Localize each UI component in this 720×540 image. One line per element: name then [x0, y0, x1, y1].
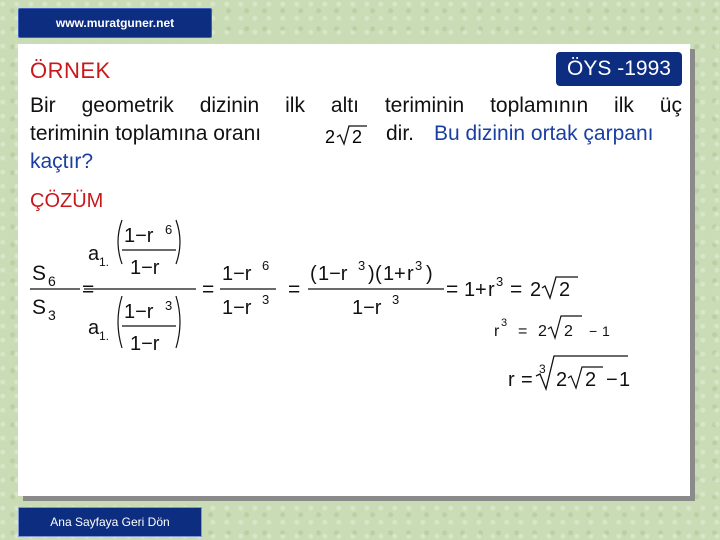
equals-sign: = [510, 278, 523, 301]
problem-word: teriminin [384, 94, 465, 117]
one-minus-r: 1−r [124, 301, 154, 323]
site-url-badge: www.muratguner.net [18, 8, 212, 38]
left-paren: ( [375, 263, 382, 285]
one: 1 [602, 323, 610, 339]
problem-line-3: kaçtır? [30, 150, 94, 173]
problem-word: ilk [285, 94, 305, 117]
one-minus-r: 1−r [130, 333, 160, 355]
problem-line2-mid: dir. [386, 122, 415, 145]
problem-word: altı [330, 94, 359, 117]
exponent: 3 [358, 258, 366, 273]
left-paren: ( [310, 263, 317, 285]
one: 1 [383, 263, 395, 285]
s6-symbol: S [32, 262, 47, 285]
s3-symbol: S [32, 296, 47, 319]
a1-symbol: a [88, 317, 100, 339]
problem-line2-start: teriminin toplamına oranı [30, 122, 262, 145]
exponent: 3 [496, 274, 504, 289]
root-index: 3 [539, 362, 546, 376]
right-paren: ) [426, 263, 433, 285]
minus-sign: − [589, 323, 598, 339]
home-button[interactable]: Ana Sayfaya Geri Dön [18, 507, 202, 537]
equals-sign: = [82, 278, 95, 301]
equals-sign: = [518, 323, 528, 340]
right-paren [176, 220, 180, 264]
right-paren: ) [368, 263, 375, 285]
r-symbol: r [407, 263, 414, 285]
exponent: 3 [262, 292, 270, 307]
two: 2 [556, 369, 568, 391]
one: 1 [619, 369, 631, 391]
problem-line2-question: Bu dizinin ortak çarpanı [434, 122, 654, 145]
exponent: 3 [165, 298, 173, 313]
ratio-coefficient: 2 [325, 127, 336, 147]
two: 2 [538, 323, 547, 340]
exam-year-badge: ÖYS -1993 [556, 52, 682, 86]
example-label: ÖRNEK [30, 58, 111, 83]
minus-sign: − [606, 369, 618, 391]
two: 2 [530, 279, 542, 301]
left-paren [118, 296, 122, 348]
exponent: 3 [415, 258, 423, 273]
r-symbol: r [494, 323, 500, 340]
plus-sign: + [475, 279, 487, 301]
problem-word: ilk [614, 94, 634, 117]
radicand: 2 [559, 279, 571, 301]
problem-word: Bir [30, 94, 56, 117]
r-symbol: r [488, 279, 495, 301]
exponent: 3 [392, 292, 400, 307]
equals-sign: = [288, 278, 301, 301]
equals-sign: = [202, 278, 215, 301]
ratio-radicand: 2 [352, 127, 363, 147]
equals-sign: = [521, 369, 533, 391]
radicand: 2 [585, 369, 597, 391]
radicand: 2 [564, 323, 573, 340]
a1-symbol: a [88, 243, 100, 265]
slide-card [18, 44, 690, 496]
one-minus-r: 1−r [352, 297, 382, 319]
one: 1 [464, 279, 476, 301]
right-paren [176, 296, 180, 348]
solution-label: ÇÖZÜM [30, 190, 104, 212]
one-minus-r: 1−r [222, 263, 252, 285]
plus-sign: + [394, 263, 406, 285]
one-minus-r: 1−r [222, 297, 252, 319]
solution-math [18, 44, 690, 496]
problem-word: geometrik [81, 94, 174, 117]
s3-subscript: 3 [48, 307, 56, 323]
one-minus-r: 1−r [124, 225, 154, 247]
one-minus-r: 1−r [130, 257, 160, 279]
problem-word: toplamının [490, 94, 589, 117]
left-paren [118, 220, 122, 264]
problem-word: üç [659, 94, 682, 117]
equals-sign: = [446, 278, 459, 301]
exponent: 6 [165, 222, 173, 237]
a1-subscript: 1. [99, 329, 110, 343]
a1-subscript: 1. [99, 255, 110, 269]
r-symbol: r [508, 369, 515, 391]
problem-word: dizinin [199, 94, 260, 117]
exponent: 3 [501, 317, 508, 329]
one-minus-r: 1−r [318, 263, 348, 285]
s6-subscript: 6 [48, 273, 56, 289]
exponent: 6 [262, 258, 270, 273]
